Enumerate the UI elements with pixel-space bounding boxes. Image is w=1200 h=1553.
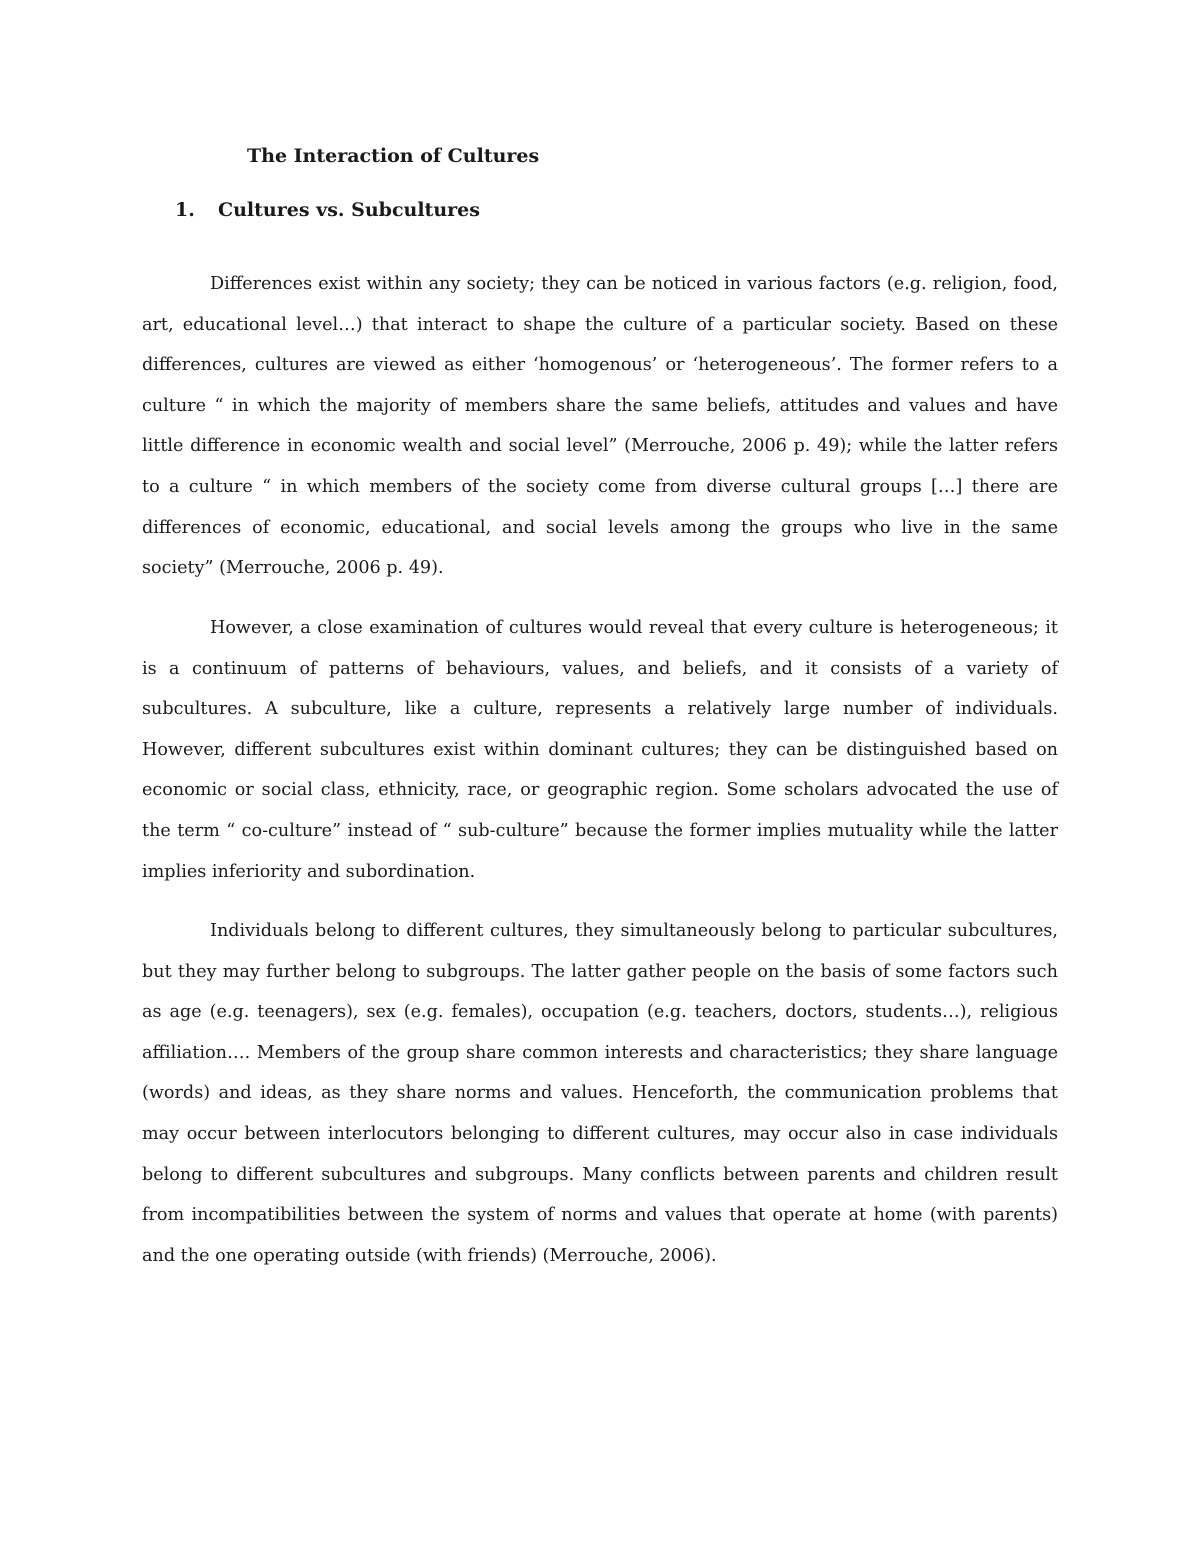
paragraph-subgroups: Individuals belong to different cultures, they simultaneously belong to particular subcultures, but they may further belong to subgroups. The latter gather people on the basis of some factors such as age (e.g. teenagers), sex (e.g. females), occupation (e.g. teachers, doctors, students…), religious affiliation…. Members of the group share common interests and characteristics; they share language (words) and ideas, as they share norms and values. Henceforth, the communication problems that may occur between interlocutors belonging to different cultures, may occur also in case individuals belong to different subcultures and subgroups. Many conflicts between parents and children result from incompatibilities between the system of norms and values that operate at home (with parents) and the one operating outside (with friends) (Merrouche, 2006). [142, 921, 1058, 1266]
section-heading-text: Cultures vs. Subcultures [218, 199, 480, 221]
section-heading [175, 196, 480, 224]
section-number: 1. [175, 199, 195, 221]
paragraph-subcultures: However, a close examination of cultures would reveal that every culture is heterogeneous; it is a continuum of patterns of behaviours, values, and beliefs, and it consists of a variety of subcultures. A subculture, like a culture, represents a relatively large number of individuals. However, different subcultures exist within dominant cultures; they can be distinguished based on economic or social class, ethnicity, race, or geographic region. Some scholars advocated the use of the term “ co-culture” instead of “ sub-culture” because the former implies mutuality while the latter implies inferiority and subordination. [142, 618, 1058, 882]
document-title: The Interaction of Cultures [247, 145, 540, 167]
paragraph-homogeneous-heterogeneous: Differences exist within any society; they can be noticed in various factors (e.g. religion, food, art, educational level…) that interact to shape the culture of a particular society. Based on these differences, cultures are viewed as either ‘homogenous’ or ‘heterogeneous’. The former refers to a culture “ in which the majority of members share the same beliefs, attitudes and values and have little difference in economic wealth and social level” (Merrouche, 2006 p. 49); while the latter refers to a culture “ in which members of the society come from diverse cultural groups […] there are differences of economic, educational, and social levels among the groups who live in the same society” (Merrouche, 2006 p. 49). [142, 274, 1058, 579]
